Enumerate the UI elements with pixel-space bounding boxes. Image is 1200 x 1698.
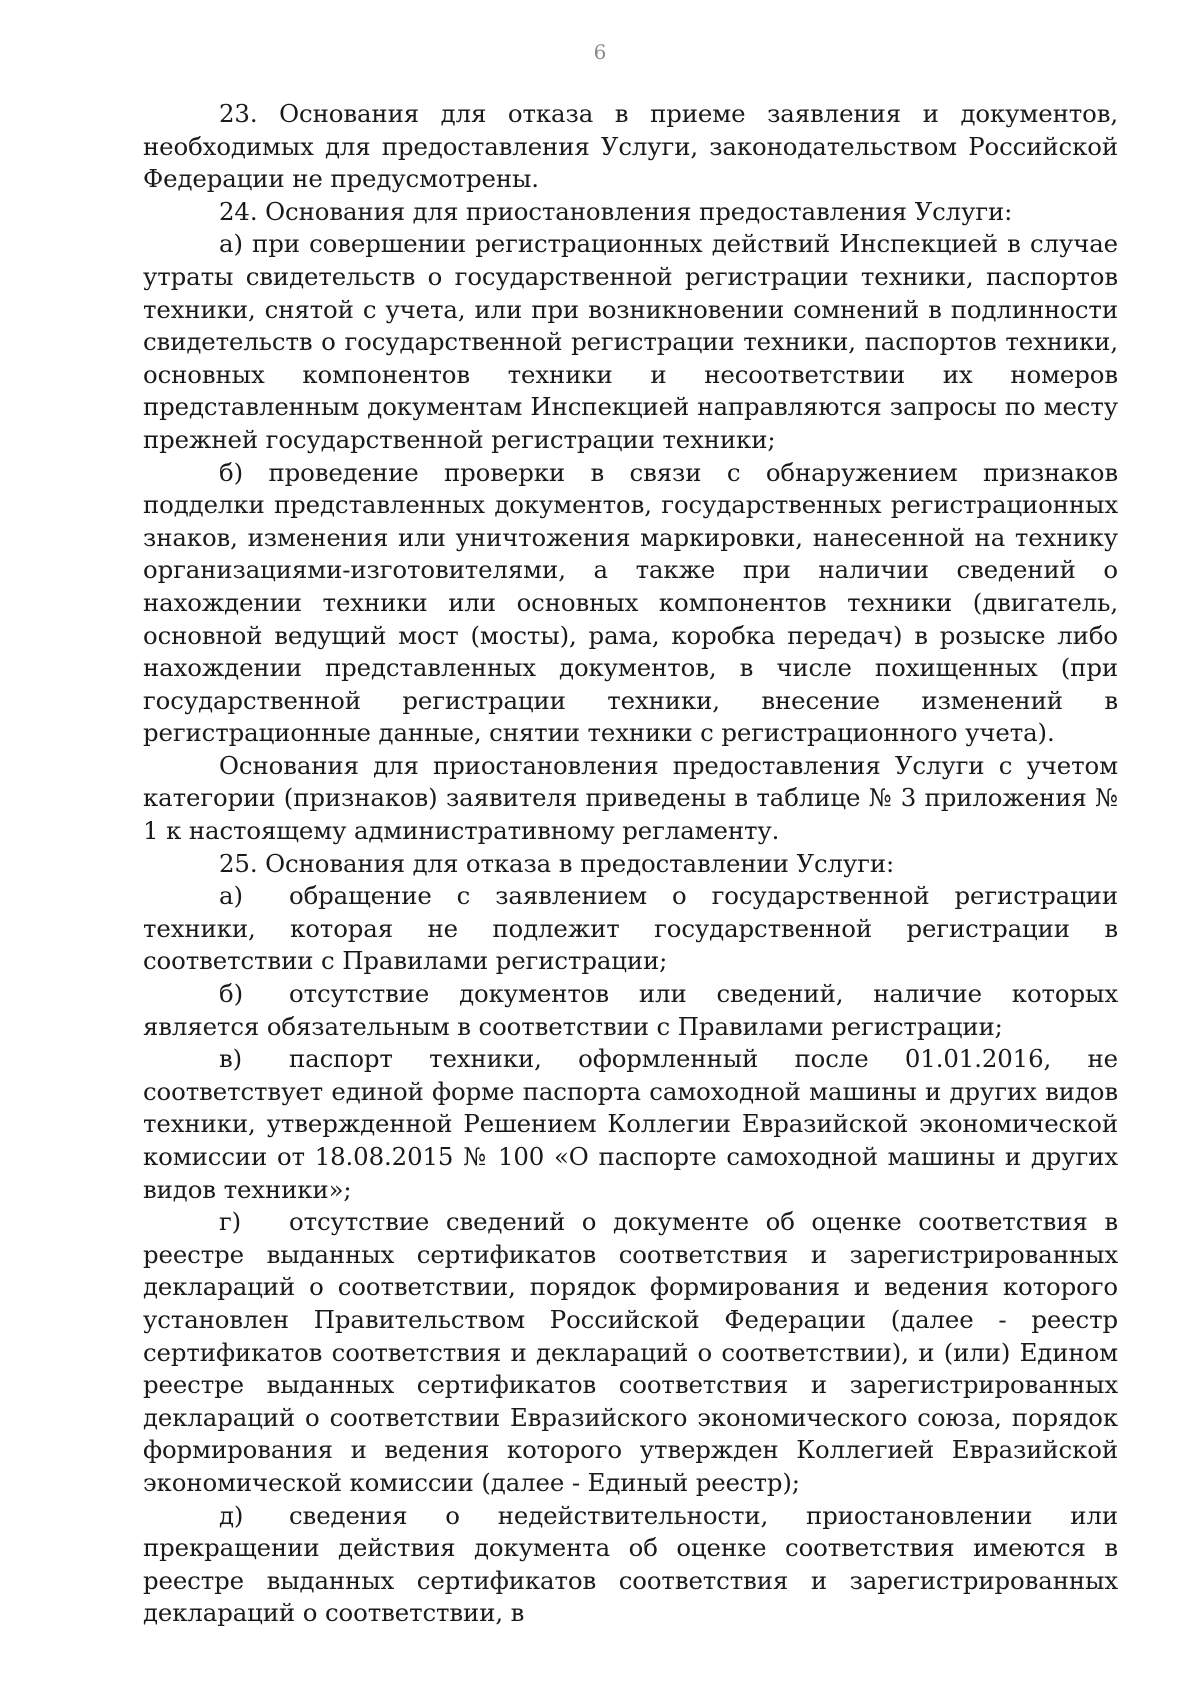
list-item xyxy=(143,880,1118,978)
paragraph-23: 23. Основания для отказа в приеме заявления и документов, необходимых для предоставления Услуги, законодательством Российской Федерации не предусмотрены. xyxy=(143,99,1118,194)
paragraph-24-b: б) проведение проверки в связи с обнаружением признаков подделки представленных документов, государственных регистрационных знаков, изменения или уничтожения маркировки, нанесенной на технику организациями-изготовителями, а также при наличии сведений о нахождении техники или основных компонентов техники (двигатель, основной ведущий мост (мосты), рама, коробка передач) в розыске либо нахождении представленных документов, в числе похищенных (при государственной регистрации техники, внесение изменений в регистрационные данные, снятии техники с регистрационного учета). xyxy=(143,457,1118,748)
list-item xyxy=(143,978,1118,1043)
list-item-label: б) xyxy=(219,979,244,1009)
list-item-text: отсутствие документов или сведений, наличие которых является обязательным в соответствии с Правилами регистрации; xyxy=(143,979,1118,1041)
list-item-text: обращение с заявлением о государственной регистрации техники, которая не подлежит государственной регистрации в соответствии с Правилами регистрации; xyxy=(143,881,1118,976)
page-number: 6 xyxy=(593,40,607,64)
list-item xyxy=(143,1043,1118,1206)
list-item-label: а) xyxy=(219,881,243,911)
paragraph-24-note: Основания для приостановления предоставления Услуги с учетом категории (признаков) заявителя приведены в таблице № 3 приложения № 1 к настоящему административному регламенту. xyxy=(143,750,1118,846)
list-item xyxy=(143,1206,1118,1499)
list-item-text: паспорт техники, оформленный после 01.01.2016, не соответствует единой форме паспорта самоходной машины и других видов техники, утвержденной Решением Коллегии Евразийской экономической комиссии от 18.08.2015 № 100 «О паспорте самоходной машины и других видов техники»; xyxy=(143,1044,1118,1204)
list-item-label: г) xyxy=(219,1207,242,1237)
list-item-label: д) xyxy=(219,1500,244,1530)
list-item-text: сведения о недействительности, приостановлении или прекращении действия документа об оценке соответствия имеются в реестре выданных сертификатов соответствия и зарегистрированных деклараций о соответствии, в xyxy=(143,1500,1118,1628)
document-body xyxy=(143,98,1118,1630)
list-item xyxy=(143,1500,1118,1630)
list-item-text: отсутствие сведений о документе об оценке соответствия в реестре выданных сертификатов соответствия и зарегистрированных деклараций о соответствии, порядок формирования и ведения которого установлен Правительством Российской Федерации (далее - реестр сертификатов соответствия и деклараций о соответствии), и (или) Едином реестре выданных сертификатов соответствия и зарегистрированных деклараций о соответствии Евразийского экономического союза, порядок формирования и ведения которого утвержден Коллегией Евразийской экономической комиссии (далее - Единый реестр); xyxy=(143,1207,1118,1497)
list-item-label: в) xyxy=(219,1044,243,1074)
paragraph-24: 24. Основания для приостановления предоставления Услуги: xyxy=(219,196,1013,226)
paragraph-25: 25. Основания для отказа в предоставлении Услуги: xyxy=(219,848,895,878)
paragraph-24-a: а) при совершении регистрационных действий Инспекцией в случае утраты свидетельств о государственной регистрации техники, паспортов техники, снятой с учета, или при возникновении сомнений в подлинности свидетельств о государственной регистрации техники, паспортов техники, основных компонентов техники и несоответствии их номеров представленным документам Инспекцией направляются запросы по месту прежней государственной регистрации техники; xyxy=(143,229,1118,454)
